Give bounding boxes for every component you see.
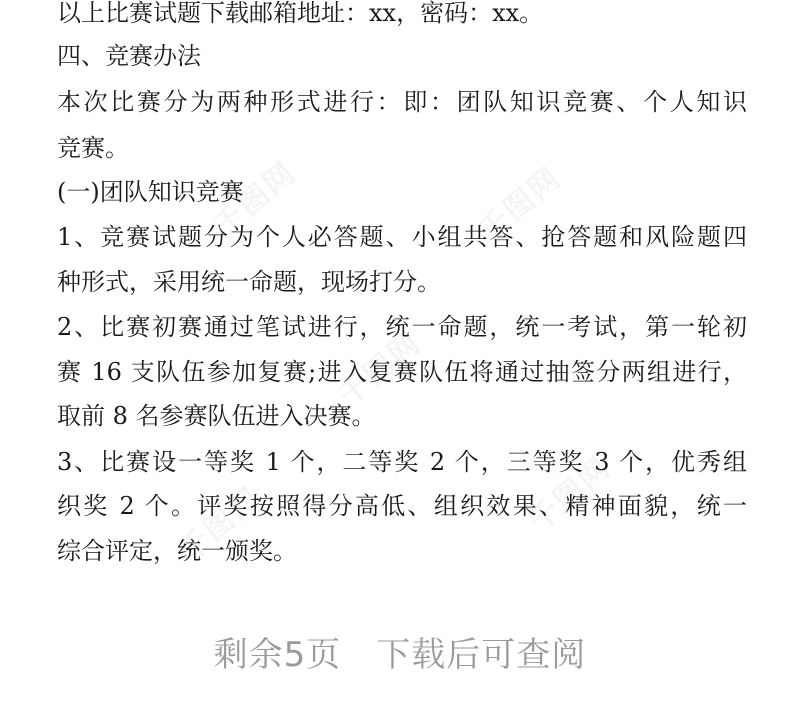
list-item-line: 1、竞赛试题分为个人必答题、小组共答、抢答题和风险题四 bbox=[57, 223, 747, 251]
section-heading-competition-method: 四、竞赛办法 bbox=[57, 42, 201, 70]
paragraph-line: 竞赛。 bbox=[57, 134, 129, 162]
list-item-line: 种形式，采用统一命题，现场打分。 bbox=[57, 268, 441, 296]
remaining-pages-notice[interactable]: 剩余5页 下载后可查阅 bbox=[213, 635, 587, 675]
paragraph-line: 本次比赛分为两种形式进行：即：团队知识竞赛、个人知识 bbox=[57, 88, 747, 116]
subheading-team-contest: (一)团队知识竞赛 bbox=[57, 178, 244, 206]
list-item-line: 织奖 2 个。评奖按照得分高低、组织效果、精神面貌，统一 bbox=[57, 492, 747, 520]
text-line-download-info: 以上比赛试题下载邮箱地址：xx，密码：xx。 bbox=[57, 0, 544, 27]
list-item-line: 综合评定，统一颁奖。 bbox=[57, 537, 297, 565]
list-item-line: 2、比赛初赛通过笔试进行，统一命题，统一考试，第一轮初 bbox=[57, 313, 747, 341]
list-item-line: 3、比赛设一等奖 1 个，二等奖 2 个，三等奖 3 个，优秀组 bbox=[57, 448, 747, 476]
list-item-line: 赛 16 支队伍参加复赛;进入复赛队伍将通过抽签分两组进行， bbox=[57, 358, 747, 386]
list-item-line: 取前 8 名参赛队伍进入决赛。 bbox=[57, 402, 376, 430]
